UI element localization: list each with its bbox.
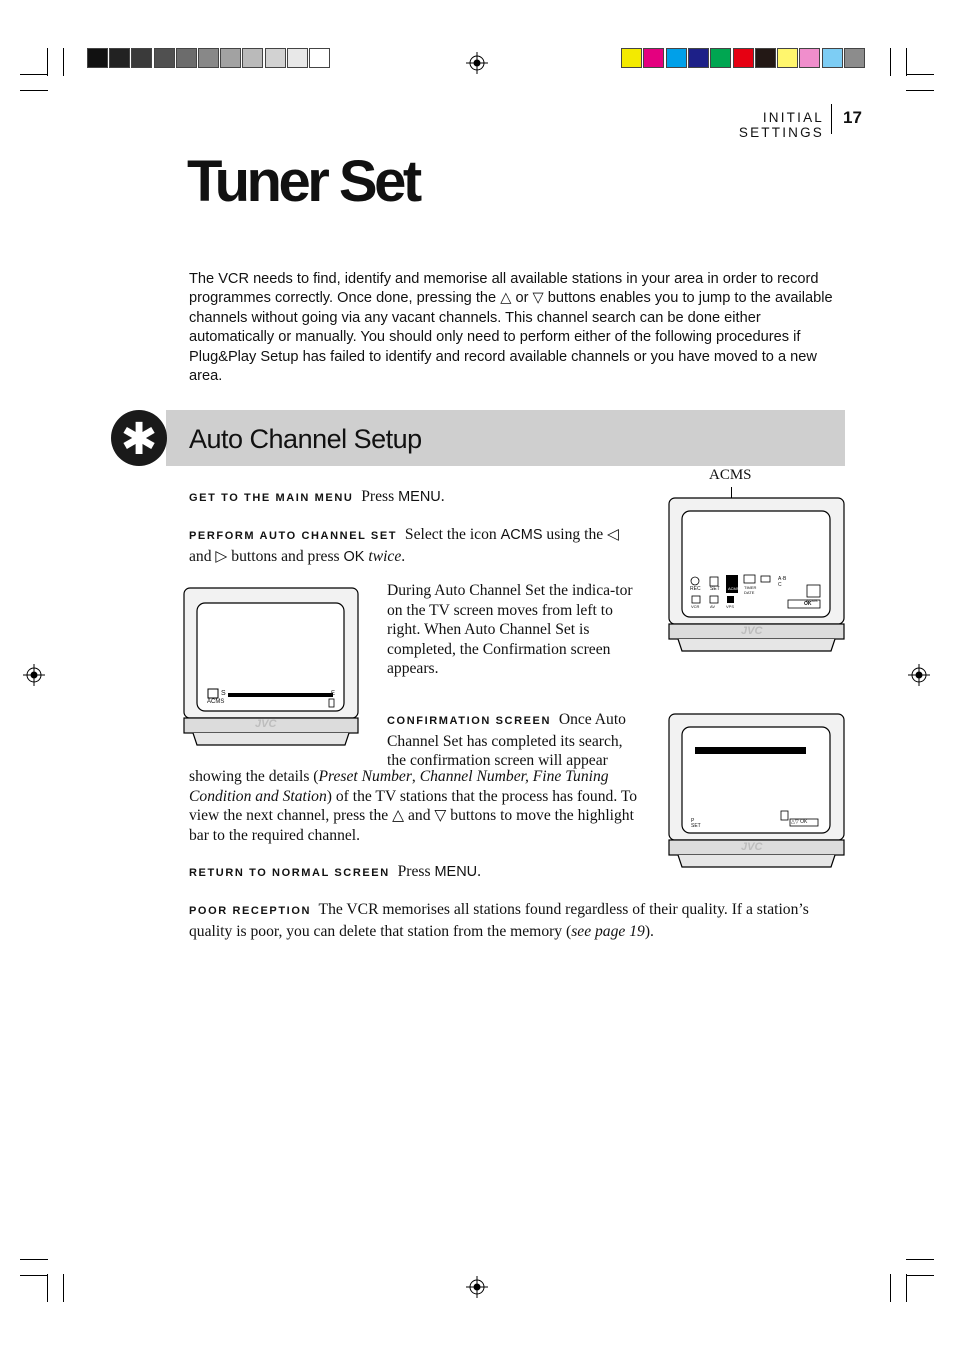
step-text: The VCR memorises all stations found regardless of their quality. If a station’s quality is poor, you can delete that station from the memory ( [189, 901, 809, 940]
gray-swatch [265, 48, 286, 68]
color-swatch [733, 48, 754, 68]
step-text: Channel Number, Fine Tuning Condition and Station [189, 768, 609, 805]
crop-mark [906, 48, 907, 76]
registration-mark-icon [23, 664, 45, 686]
color-swatch [643, 48, 664, 68]
step-text: , [411, 768, 420, 785]
menu-icon-label: ACMS [728, 586, 740, 591]
gray-swatch [154, 48, 175, 68]
crop-mark [20, 90, 48, 91]
crop-mark [20, 1259, 48, 1260]
page-title: Tuner Set [187, 149, 419, 214]
key-name: OK [343, 548, 365, 565]
step-label: GET TO THE MAIN MENU [189, 492, 354, 504]
step-text: Press [361, 488, 395, 505]
crop-mark [906, 1274, 907, 1302]
step-return-to-normal-screen [189, 862, 649, 884]
registration-mark-icon [466, 52, 488, 74]
crop-mark [906, 74, 934, 75]
bar-end-label: E [331, 691, 336, 697]
nav-buttons-label: △▽ OK [791, 819, 808, 825]
crop-mark [890, 1274, 891, 1302]
punctuation: . [440, 488, 445, 505]
step-text: showing the details ( [189, 768, 319, 785]
step-main-menu [189, 487, 649, 509]
page-number: 17 [843, 108, 862, 127]
step-text: Press [397, 863, 431, 880]
menu-icon-label: TIMER DATE [744, 585, 757, 595]
punctuation: . [401, 547, 406, 565]
menu-icon-label: VPS [726, 604, 735, 609]
color-swatch [621, 48, 642, 68]
menu-icon-label: REC [690, 586, 701, 592]
color-swatch [844, 48, 865, 68]
color-swatch [666, 48, 687, 68]
gray-swatch [198, 48, 219, 68]
gray-swatch [287, 48, 308, 68]
crop-mark [20, 74, 48, 75]
jvc-logo: JVC [741, 625, 763, 637]
crop-mark [47, 48, 48, 76]
section-title: Auto Channel Setup [189, 424, 422, 454]
running-header-section: INITIAL SETTINGS [738, 110, 824, 140]
step-text: using the ◁ [546, 526, 620, 543]
color-swatch [777, 48, 798, 68]
intro-paragraph: The VCR needs to find, identify and memorise all available stations in your area in order to record programmes correctly. Once done, pressing the △ or ▽ buttons enables you to jump to the available channels without going via any vacant channels. This channel search can be done either automatically or manually. You should only need to perform either of the following procedures if Plug&Play Setup has failed to identify and record available channels or you have moved to a new area. [189, 271, 833, 385]
key-name: MENU [398, 489, 441, 505]
menu-icon-label: SET [710, 586, 720, 592]
step-perform-auto-channel-set [189, 525, 644, 567]
confirmation-details [189, 767, 644, 845]
crop-mark [890, 48, 891, 76]
registration-mark-icon [466, 1276, 488, 1298]
step-text: Preset Number [318, 768, 412, 785]
color-swatch [710, 48, 731, 68]
tv-outline-icon [668, 713, 845, 878]
gray-swatch [109, 48, 130, 68]
step-text: twice [368, 547, 402, 565]
gray-swatch [242, 48, 263, 68]
step-label: POOR RECEPTION [189, 905, 312, 917]
crop-mark [47, 1274, 48, 1302]
step-text: Once Auto Channel Set has completed its search, the confirmation screen will appear [387, 711, 626, 769]
color-swatch [688, 48, 709, 68]
menu-icon-label: A·B C [778, 576, 787, 588]
color-swatch [799, 48, 820, 68]
bar-start-label: S [221, 690, 226, 697]
crop-mark [906, 1259, 934, 1260]
gray-swatch [220, 48, 241, 68]
gray-swatch [309, 48, 330, 68]
tv-illustration-confirmation [668, 713, 845, 878]
tv-illustration-progress [183, 587, 359, 752]
header-divider [831, 104, 832, 134]
step-text: and ▷ buttons and press [189, 547, 340, 565]
step-poor-reception [189, 900, 849, 941]
menu-icon-label: VCR [691, 604, 700, 609]
gray-swatch [131, 48, 152, 68]
crop-mark [906, 1275, 934, 1276]
color-swatch [822, 48, 843, 68]
step-text: ). [644, 922, 654, 940]
crop-mark [906, 90, 934, 91]
punctuation: . [477, 863, 482, 880]
acms-caption: ACMS [207, 699, 225, 705]
crop-mark [63, 1274, 64, 1302]
menu-icon-label: ACMS [806, 598, 818, 603]
during-paragraph: During Auto Channel Set the indica-tor on the TV screen moves from left to right. When Auto Channel Set is completed, the Confirmation screen appears. [387, 582, 633, 677]
jvc-logo: JVC [255, 718, 277, 730]
step-text: Select the icon [404, 526, 497, 543]
crop-mark [63, 48, 64, 76]
menu-icon-label: AV [710, 604, 716, 609]
page-reference: see page 19 [571, 922, 645, 940]
tv-illustration-main-menu [668, 497, 845, 662]
key-name: ACMS [500, 527, 543, 543]
color-swatch [755, 48, 776, 68]
tv-outline-icon [668, 497, 845, 662]
ok-button-label: OK [804, 601, 812, 607]
registration-mark-icon [908, 664, 930, 686]
gray-swatch [87, 48, 108, 68]
step-confirmation-screen [387, 710, 645, 771]
asterisk-icon: ✱ [111, 410, 167, 466]
gray-swatch [176, 48, 197, 68]
acms-callout-label: ACMS [709, 467, 752, 483]
jvc-logo: JVC [741, 841, 763, 853]
step-label: RETURN TO NORMAL SCREEN [189, 867, 390, 879]
pset-label: P SET [691, 818, 701, 829]
step-text: ) of the TV stations that the process has found. To view the next channel, press the △ and ▽ buttons to move the highlight bar to the required channel. [189, 787, 638, 844]
step-label: PERFORM AUTO CHANNEL SET [189, 530, 398, 542]
crop-mark [20, 1275, 48, 1276]
key-name: MENU [434, 864, 478, 880]
step-label: CONFIRMATION SCREEN [387, 715, 552, 727]
